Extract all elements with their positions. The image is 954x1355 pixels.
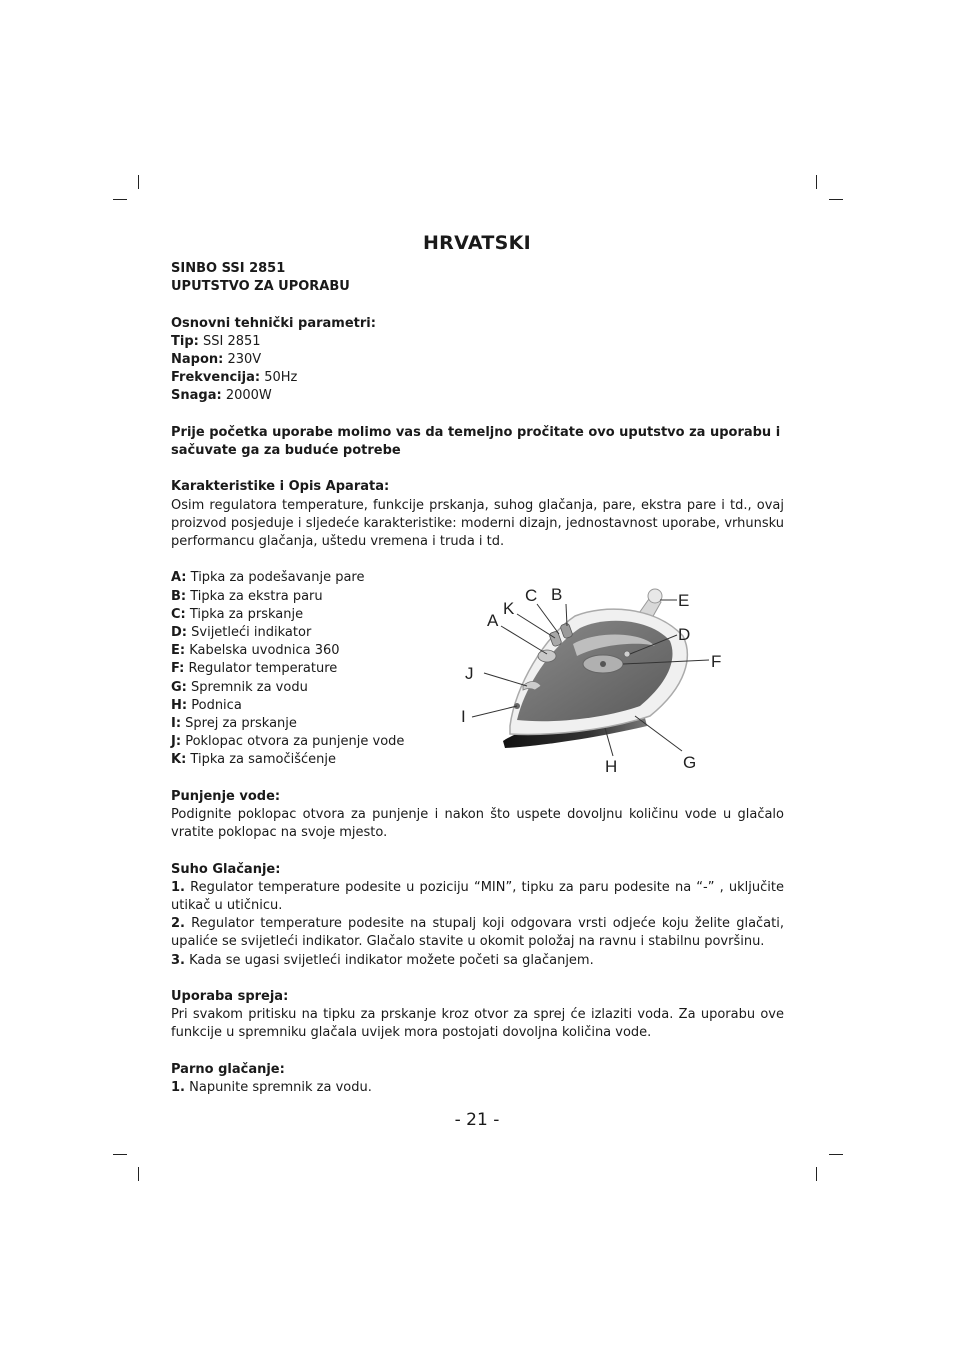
part-item: D: Svijetleći indikator (171, 625, 312, 640)
part-item: B: Tipka za ekstra paru (171, 588, 323, 604)
iron-diagram (455, 576, 735, 776)
label-a: A (487, 611, 499, 630)
label-c: C (525, 586, 538, 605)
label-f: F (711, 652, 722, 671)
spray-heading: Uporaba spreja: (171, 989, 289, 1005)
part-item: A: Tipka za podešavanje pare (171, 570, 365, 586)
model-name: SINBO SSI 2851 (171, 261, 286, 276)
part-item: F: Regulator temperature (171, 661, 338, 677)
notice-text: Prije početka uporabe molimo vas da temeljno pročitate ovo uputstvo za uporabu i sačuvate ga za buduće potrebe (171, 424, 781, 458)
features-heading: Karakteristike i Opis Aparata: (171, 479, 390, 495)
part-item: G: Spremnik za vodu (171, 679, 308, 695)
label-j: J (465, 664, 474, 683)
page-title: HRVATSKI (422, 232, 531, 254)
label-k: K (503, 599, 515, 618)
steam-step: 1. Napunite spremnik za vodu. (171, 1080, 372, 1096)
crop-mark (113, 199, 127, 200)
param-row: Napon: 230V (171, 352, 262, 367)
dry-step: 2. Regulator temperature podesite na stupalj koji odgovara vrsti odjeće koju želite glačati, upaliće se svijetleći indikator. Glačalo stavite u okomit položaj na ravnu i stabilnu površinu. (171, 916, 784, 950)
part-item: K: Tipka za samočišćenje (171, 752, 337, 768)
page-number: - 21 - (454, 1110, 500, 1130)
indicator-light (624, 651, 630, 657)
label-h: H (605, 757, 618, 776)
crop-mark (113, 1154, 127, 1155)
parts-list (171, 569, 451, 769)
water-text: Podignite poklopac otvora za punjenje i nakon što uspete dovoljnu količinu vode u glačalo vratite poklopac na svoje mjesto. (171, 807, 784, 841)
steam-knob (538, 650, 556, 662)
dry-step: 1. Regulator temperature podesite u poziciju “MIN”, tipku za paru podesite na “-” , uključite utikač u utičnicu. (171, 879, 784, 914)
label-d: D (678, 625, 691, 644)
label-i: I (461, 707, 466, 726)
crop-mark (816, 175, 817, 189)
crop-mark (829, 1154, 843, 1155)
manual-title: UPUTSTVO ZA UPORABU (171, 279, 350, 295)
crop-mark (138, 175, 139, 189)
dry-heading: Suho Glačanje: (171, 861, 281, 877)
water-heading: Punjenje vode: (171, 788, 281, 804)
part-item: J: Poklopac otvora za punjenje vode (171, 734, 405, 750)
label-b: B (551, 585, 563, 604)
param-row: Frekvencija: 50Hz (171, 370, 298, 386)
label-g: G (683, 753, 697, 772)
steam-heading: Parno glačanje: (171, 1061, 285, 1077)
crop-mark (816, 1167, 817, 1181)
part-item: H: Podnica (171, 697, 242, 713)
spray-text: Pri svakom pritisku na tipku za prskanje kroz otvor za sprej će izlaziti voda. Za uporabu ove funkcije u spremniku glačala uvijek mora postojati dovoljna količina vode. (171, 1007, 784, 1041)
param-row: Tip: SSI 2851 (171, 333, 261, 349)
dry-step: 3. Kada se ugasi svijetleći indikator možete početi sa glačanjem. (171, 952, 594, 968)
part-item: C: Tipka za prskanje (171, 606, 304, 622)
crop-mark (829, 199, 843, 200)
features-text: Osim regulatora temperature, funkcije prskanja, suhog glačanja, pare, ekstra pare i td., ovaj proizvod posjeduje i sljedeće karakteristike: moderni dizajn, jednostavnost uporabe, vrhunsku performancu glačanja, uštedu vremena i truda i td. (171, 497, 784, 549)
crop-mark (138, 1167, 139, 1181)
part-item: E: Kabelska uvodnica 360 (171, 643, 340, 659)
params-heading: Osnovni tehnički parametri: (171, 315, 376, 331)
param-row: Snaga: 2000W (171, 388, 272, 404)
part-item: I: Sprej za prskanje (171, 716, 297, 732)
label-e: E (678, 591, 690, 610)
